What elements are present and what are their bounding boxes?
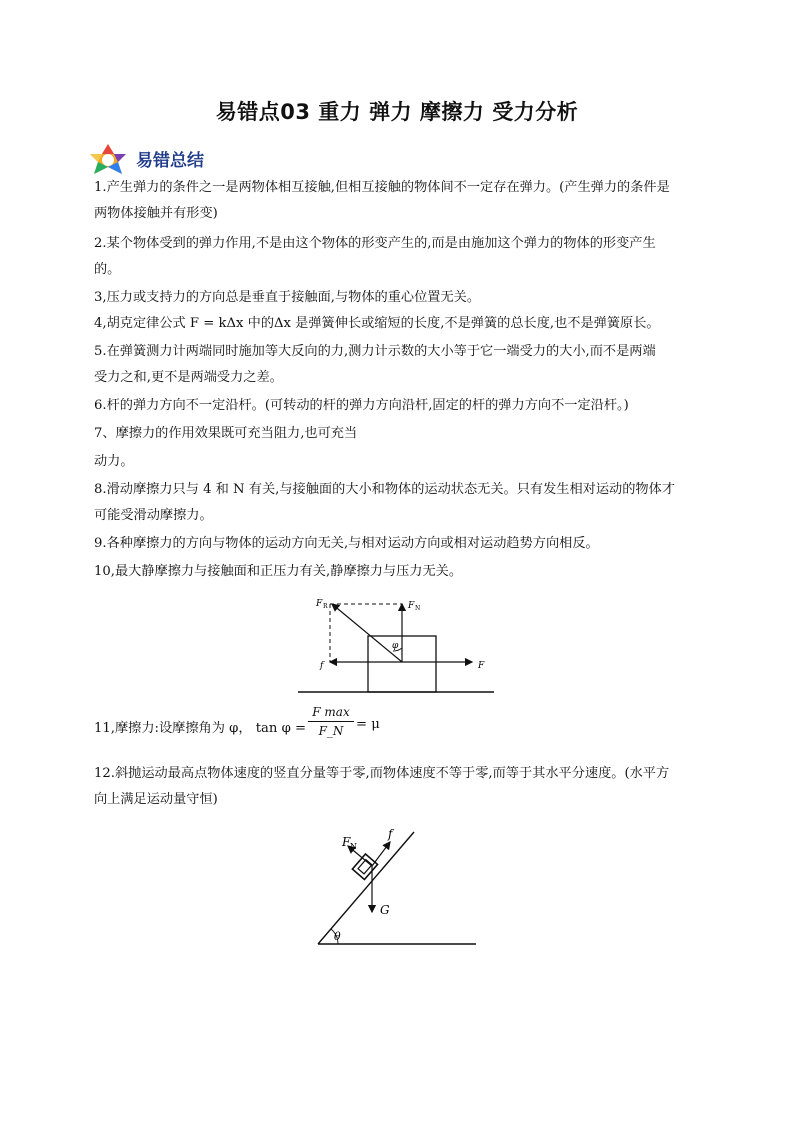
text-line: 8.滑动摩擦力只与 4 和 N 有关,与接触面的大小和物体的运动状态无关。只有发生相对运动的物体才 bbox=[94, 482, 675, 497]
text-line: 两物体接触并有形变) bbox=[94, 206, 218, 221]
text-line: 向上满足运动量守恒) bbox=[94, 792, 218, 807]
text-line: 10,最大静摩擦力与接触面和正压力有关,静摩擦力与压力无关。 bbox=[94, 564, 463, 579]
label-fn: F bbox=[408, 601, 415, 611]
formula-numerator: F max bbox=[312, 705, 350, 719]
friction-angle-diagram bbox=[296, 592, 496, 698]
label-friction: f bbox=[388, 827, 393, 841]
formula-lead: 11,摩擦力:设摩擦角为 φ， tan φ = bbox=[94, 721, 307, 736]
star-icon bbox=[88, 142, 128, 178]
label-phi: φ bbox=[392, 641, 399, 651]
text-line: 的。 bbox=[94, 262, 121, 277]
text-line: 动力。 bbox=[94, 454, 134, 469]
text-line: 9.各种摩擦力的方向与物体的运动方向无关,与相对运动方向或相对运动趋势方向相反。 bbox=[94, 536, 599, 551]
incline-diagram bbox=[314, 824, 480, 952]
text-line: 12.斜抛运动最高点物体速度的竖直分量等于零,而物体速度不等于零,而等于其水平分速度。(水平方 bbox=[94, 766, 670, 781]
text-line: 7、摩擦力的作用效果既可充当阻力,也可充当 bbox=[94, 426, 358, 441]
text-line: 4,胡克定律公式 F = kΔx 中的Δx 是弹簧伸长或缩短的长度,不是弹簧的总长度,也不是弹簧原长。 bbox=[94, 316, 660, 331]
text-line: 6.杆的弹力方向不一定沿杆。(可转动的杆的弹力方向沿杆,固定的杆的弹力方向不一定沿杆。) bbox=[94, 398, 629, 413]
label-F: F bbox=[478, 661, 485, 671]
label-fn: F bbox=[342, 835, 351, 849]
text-line: 2.某个物体受到的弹力作用,不是由这个物体的形变产生的,而是由施加这个弹力的物体的形变产生 bbox=[94, 236, 656, 251]
text-line: 5.在弹簧测力计两端同时施加等大反向的力,测力计示数的大小等于它一端受力的大小,而不是两端 bbox=[94, 344, 656, 359]
formula-denominator: F_N bbox=[318, 724, 344, 738]
formula-fraction bbox=[308, 705, 354, 738]
label-fr: F bbox=[316, 599, 323, 609]
section-title: 易错总结 bbox=[136, 151, 204, 171]
text-line: 受力之和,更不是两端受力之差。 bbox=[94, 370, 283, 385]
label-fn-sub: N bbox=[350, 842, 357, 851]
text-line: 1.产生弹力的条件之一是两物体相互接触,但相互接触的物体间不一定存在弹力。(产生弹力的条件是 bbox=[94, 180, 670, 195]
formula-tail: = μ bbox=[356, 717, 380, 732]
label-f: f bbox=[320, 661, 324, 671]
label-fn-sub: N bbox=[415, 605, 421, 612]
label-theta: θ bbox=[334, 930, 341, 943]
label-gravity: G bbox=[380, 903, 390, 917]
label-fr-sub: R bbox=[323, 603, 328, 610]
page-title: 易错点03 重力 弹力 摩擦力 受力分析 bbox=[215, 100, 579, 124]
text-line: 可能受滑动摩擦力。 bbox=[94, 508, 213, 523]
text-line: 3,压力或支持力的方向总是垂直于接触面,与物体的重心位置无关。 bbox=[94, 290, 481, 305]
